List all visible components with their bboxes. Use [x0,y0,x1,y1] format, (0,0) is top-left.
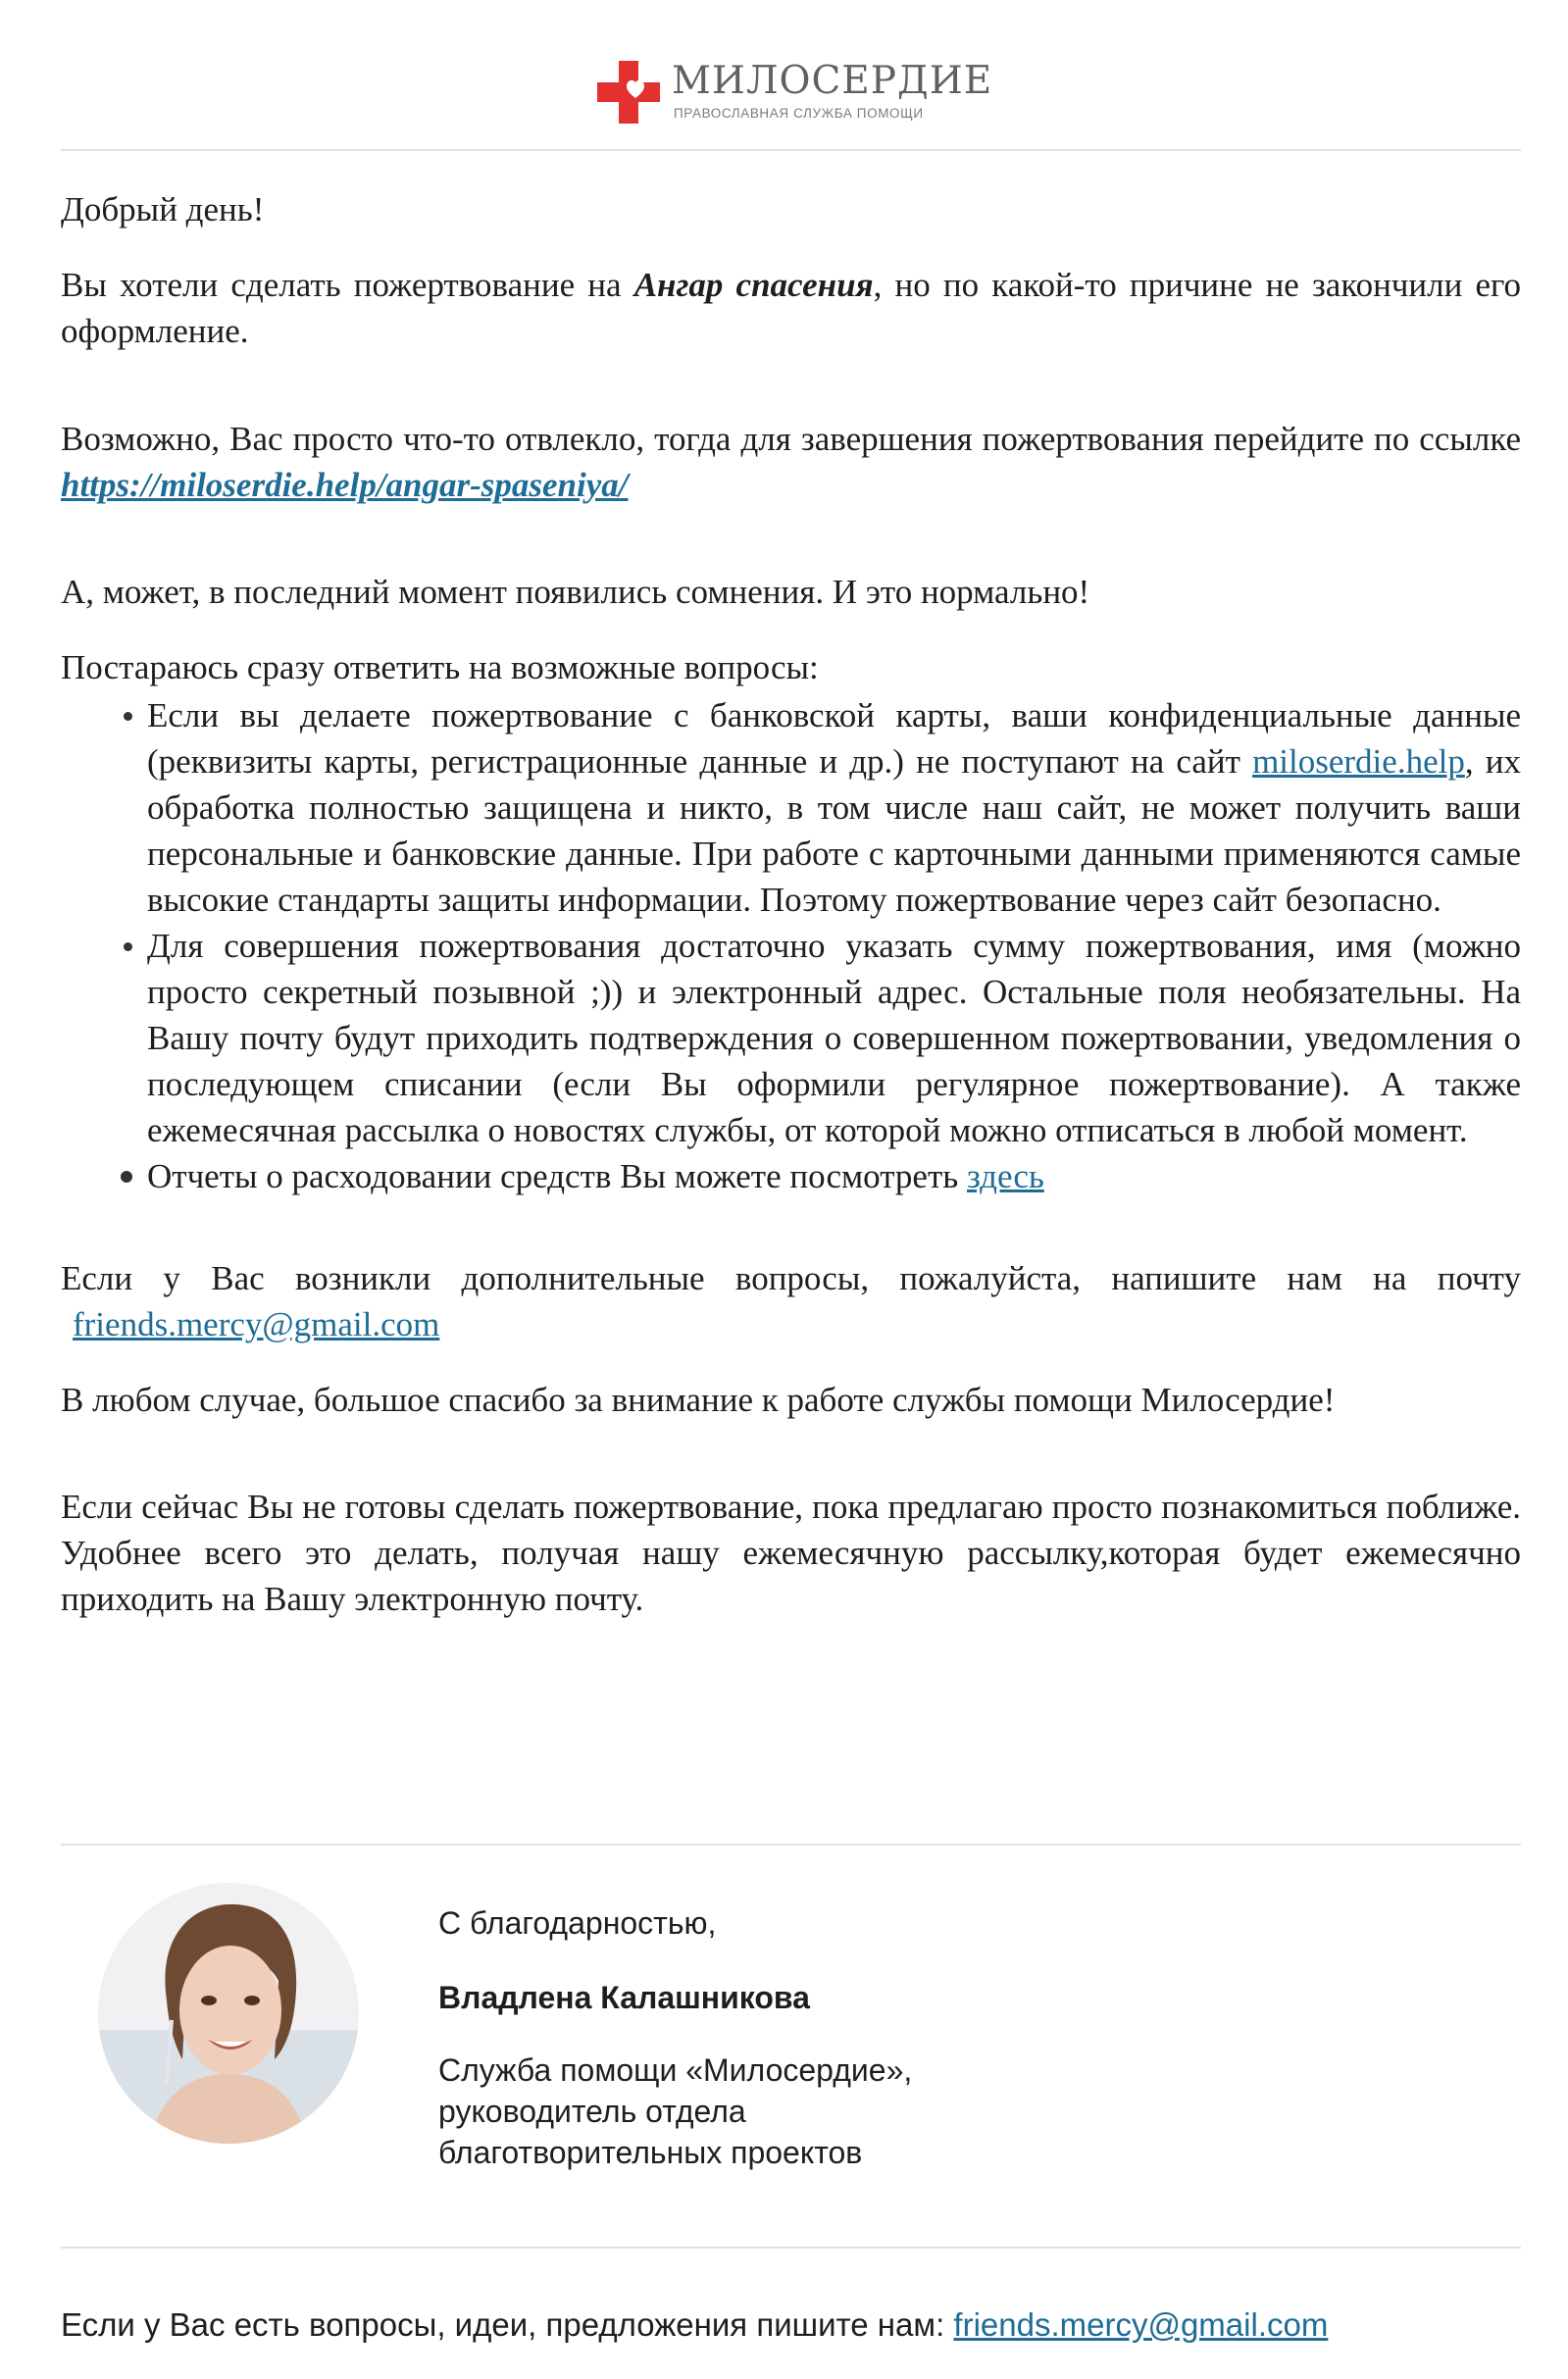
miloserdie-logo[interactable] [593,51,993,129]
signature-block [0,1844,1568,2177]
bullet-icon [121,1171,132,1183]
intro-text-before: Вы хотели сделать пожертвование на [61,266,634,304]
reports-link[interactable]: здесь [966,1157,1044,1195]
intro-text-after: , но по какой-то причине не закончили его оформление. [61,266,1522,350]
signature-text [438,1902,1321,2173]
footer-divider [61,2247,1521,2249]
greeting: Добрый день! [61,190,265,228]
bullet-icon [124,942,132,951]
thanks-paragraph: В любом случае, большое спасибо за внимание к работе службы помощи Милосердие! [61,1381,1336,1419]
footer [61,2303,1521,2347]
bullet-icon [124,712,132,721]
bullet1-text-after: , их обработка полностью защищена и никто, в том числе наш сайт, не может получить ваши персональные и банковские данные. При работе с карточными данными применяются самые высокие стандарты защиты информации. Поэтому пожертвование через сайт безопасно. [147,742,1521,919]
list-item [147,1153,1521,1199]
signature-position-line: Служба помощи «Милосердие», [438,2052,913,2088]
distracted-text: Возможно, Вас просто что-то отвлекло, тогда для завершения пожертвования перейдите по ссылке [61,420,1521,458]
newsletter-paragraph: Если сейчас Вы не готовы сделать пожертвование, пока предлагаю просто познакомиться поближе. Удобнее всего это делать, получая нашу ежемесячную рассылку,которая будет ежемесячно приходить на Вашу электронную почту. [61,1488,1521,1618]
list-item [147,692,1521,923]
signature-closing: С благодарностью, [438,1905,717,1941]
person-photo-icon [98,1883,359,2144]
footer-email-link[interactable]: friends.mercy@gmail.com [953,2306,1329,2343]
header [0,51,1568,129]
answers-intro: Постараюсь сразу ответить на возможные вопросы: [61,648,819,686]
questions-text: Если у Вас возникли дополнительные вопросы, пожалуйста, напишите нам на почту [61,1259,1521,1297]
site-link[interactable]: miloserdie.help [1252,742,1465,781]
project-name: Ангар спасения [633,266,874,304]
signature-position-line: благотворительных проектов [438,2135,863,2170]
header-divider [61,149,1521,151]
bullet1-text-before: Если вы делаете пожертвование с банковской карты, ваши конфиденциальные данные (реквизиты карты, регистрационные данные и др.) не поступают на сайт [147,696,1521,781]
bullet3-text: Отчеты о расходовании средств Вы можете посмотреть [147,1157,967,1195]
logo-subtitle: ПРАВОСЛАВНАЯ СЛУЖБА ПОМОЩИ [674,106,924,121]
bullet2-text: Для совершения пожертвования достаточно указать сумму пожертвования, имя (можно просто секретный позывной ;)) и электронный адрес. Остальные поля необязательны. На Вашу почту будут приходить подтверждения о совершенном пожертвовании, уведомления о последующем списании (если Вы оформили регулярное пожертвование). А также ежемесячная рассылка о новостях службы, от которой можно отписаться в любой момент. [147,927,1521,1149]
questions-paragraph [61,1255,1521,1347]
signature-name: Владлена Калашникова [438,1980,810,2015]
donation-link[interactable]: https://miloserdie.help/angar-spaseniya/ [61,466,629,504]
footer-text: Если у Вас есть вопросы, идеи, предложения пишите нам: [61,2306,954,2343]
logo-title: МИЛОСЕРДИЕ [672,59,993,103]
contact-email-link[interactable]: friends.mercy@gmail.com [73,1305,440,1343]
red-cross-heart-icon [593,57,664,127]
signature-position-line: руководитель отдела [438,2094,746,2129]
doubts-paragraph: А, может, в последний момент появились сомнения. И это нормально! [61,573,1090,611]
distracted-paragraph [61,416,1521,508]
faq-list [61,692,1521,1199]
avatar [98,1883,359,2144]
list-item [147,923,1521,1153]
letter-body [61,186,1521,1622]
intro-paragraph [61,262,1521,354]
